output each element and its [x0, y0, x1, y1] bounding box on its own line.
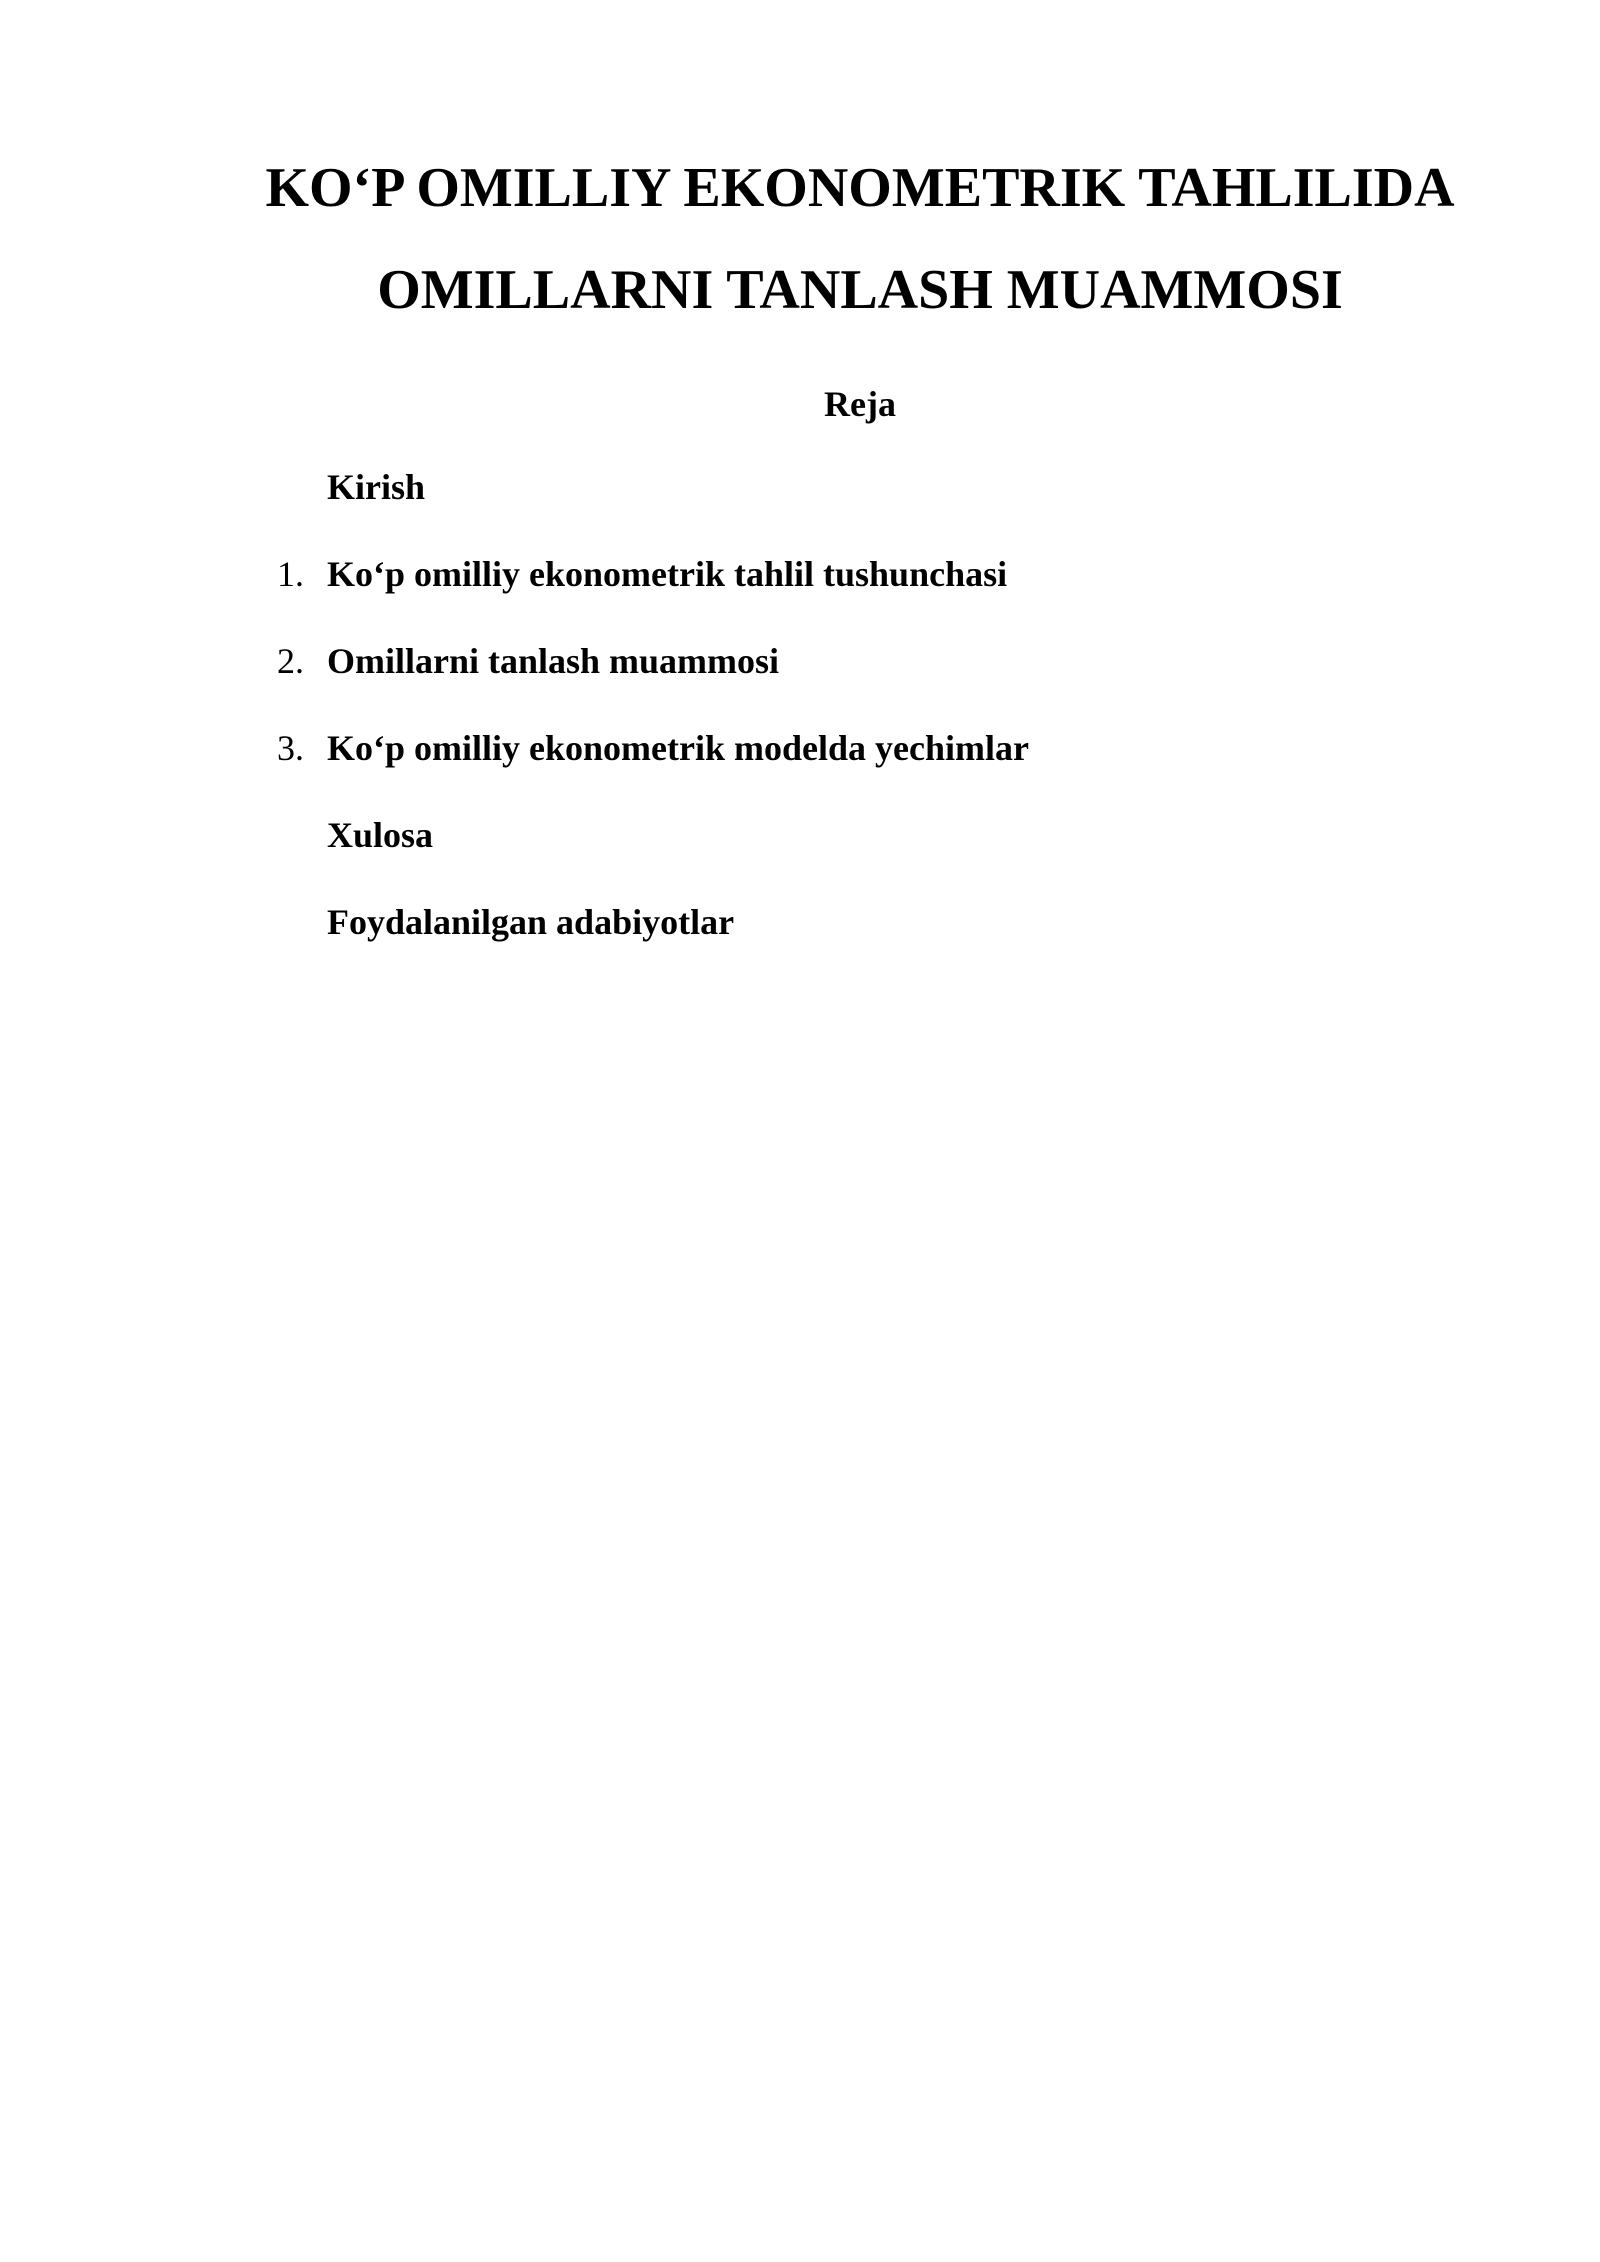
plan-item-number: 2. [277, 641, 304, 681]
plan-item-label: Foydalanilgan adabiyotlar [327, 902, 735, 942]
plan-item-label: Omillarni tanlash muammosi [327, 641, 780, 681]
plan-item-references [270, 900, 1520, 944]
plan-item-label: Ko‘p omilliy ekonometrik modelda yechimlar [327, 728, 1029, 768]
plan-item-2 [270, 639, 1520, 683]
document-title-line-1: KO‘P OMILLIY EKONOMETRIK TAHLILIDA [265, 157, 1455, 219]
plan-item-intro [270, 465, 1520, 509]
plan-item-3 [270, 726, 1520, 770]
plan-item-1 [270, 552, 1520, 596]
plan-item-label: Xulosa [327, 815, 434, 855]
plan-heading: Reja [824, 384, 896, 424]
plan-item-conclusion [270, 813, 1520, 857]
plan-item-number: 1. [277, 554, 304, 594]
plan-item-number: 3. [277, 728, 304, 768]
plan-item-label: Ko‘p omilliy ekonometrik tahlil tushunchasi [327, 554, 1008, 594]
plan-item-label: Kirish [327, 467, 426, 507]
document-title-line-2: OMILLARNI TANLASH MUAMMOSI [377, 259, 1343, 321]
